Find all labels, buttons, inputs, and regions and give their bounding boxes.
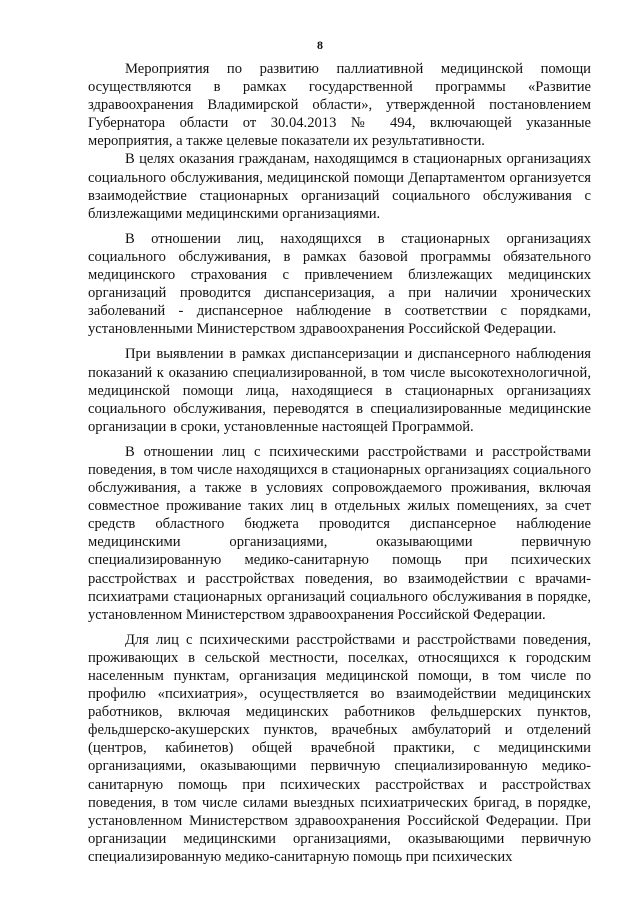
- paragraph-interaction-organizations: В целях оказания гражданам, находящимся в стационарных организациях социального обслуживания, медицинской помощи Департаментом организуется взаимодействие стационарных организаций социального обслуживания с близлежащими медицинскими организациями.: [88, 151, 591, 222]
- paragraph-specialized-care-transfer: При выявлении в рамках диспансеризации и диспансерного наблюдения показаний к оказанию специализированной, в том числе высокотехнологичной, медицинской помощи лица, находящиеся в стационарных организациях социального обслуживания, переводятся в специализированные медицинские организации в сроки, установленные настоящей Программой.: [88, 346, 591, 435]
- page-number: 8: [317, 38, 323, 52]
- document-body: [88, 60, 591, 866]
- paragraph-palliative-care: Мероприятия по развитию паллиативной медицинской помощи осуществляются в рамках государственной программы «Развитие здравоохранения Владимирской области», утвержденной постановлением Губернатора области от 30.04.2013 № 494, включающей указанные мероприятия, а также целевые показатели их результативности.: [88, 61, 591, 150]
- paragraph-rural-psychiatry: Для лиц с психическими расстройствами и расстройствами поведения, проживающих в сельской местности, поселках, относящихся к городским населенным пунктам, организация медицинской помощи, в том числе по профилю «психиатрия», осуществляется во взаимодействии медицинских работников, включая медицинских работников фельдшерских пунктов, фельдшерско-акушерских пунктов, врачебных амбулаторий и отделений (центров, кабинетов) общей врачебной практики, с медицинскими организациями, оказывающими первичную специализированную медико-санитарную помощь при психических расстройствах и расстройствах поведения, в том числе силами выездных психиатрических бригад, в порядке, установленном Министерством здравоохранения Российской Федерации. При организации медицинскими организациями, оказывающими первичную специализированную медико-санитарную помощь при психических: [88, 631, 591, 865]
- paragraph-mental-disorders-observation: В отношении лиц с психическими расстройствами и расстройствами поведения, в том числе находящихся в стационарных организациях социального обслуживания, а также в условиях сопровождаемого проживания, включая совместное проживание таких лиц в отдельных жилых помещениях, за счет средств областного бюджета проводится диспансерное наблюдение медицинскими организациями, оказывающими первичную специализированную медико-санитарную помощь при психических расстройствах и расстройствах поведения, во взаимодействии с врачами-психиатрами стационарных организаций социального обслуживания в порядке, установленном Министерством здравоохранения Российской Федерации.: [88, 443, 591, 623]
- paragraph-dispensary-examination: В отношении лиц, находящихся в стационарных организациях социального обслуживания, в рамках базовой программы обязательного медицинского страхования с привлечением близлежащих медицинских организаций проводится диспансеризация, а при наличии хронических заболеваний - диспансерное наблюдение в соответствии с порядками, установленными Министерством здравоохранения Российской Федерации.: [88, 230, 591, 338]
